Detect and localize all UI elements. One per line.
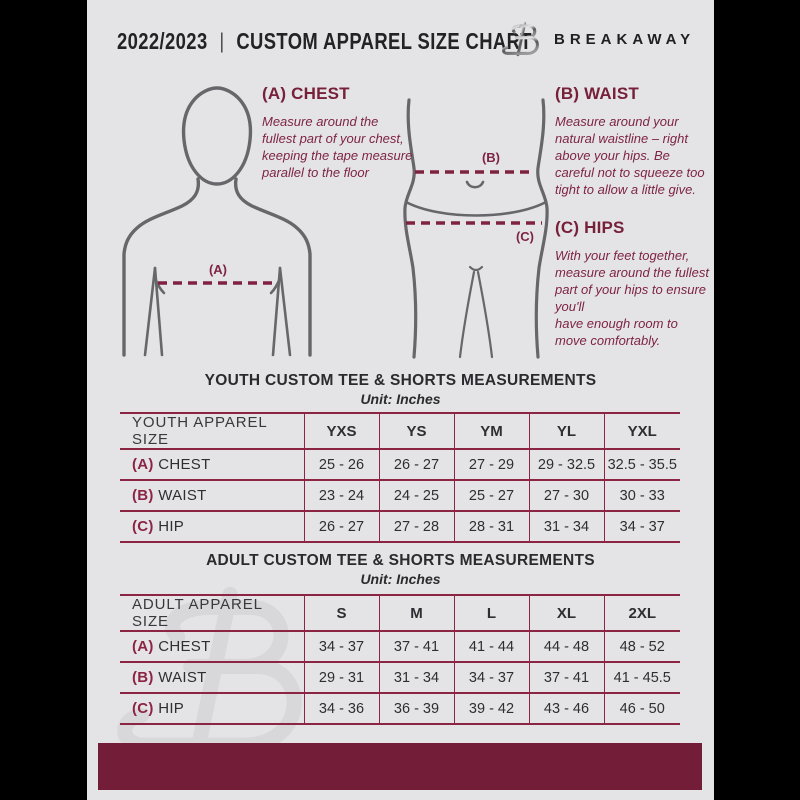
cell: 34 - 37 <box>304 631 379 662</box>
size-chart-page <box>87 0 714 800</box>
waist-hips-figure-illustration <box>390 98 562 360</box>
row-prefix: (A) <box>132 456 154 473</box>
figure-right-shoulder <box>236 179 310 355</box>
size-col-yxs: YXS <box>304 413 379 449</box>
hips-instructions <box>555 218 713 349</box>
hips-body-line1: With your feet together, measure around the fullest part of your hips to ensure you'll <box>555 248 709 314</box>
cell: 32.5 - 35.5 <box>604 449 680 480</box>
figure-left-inner-leg <box>460 272 474 357</box>
row-prefix: (C) <box>132 700 154 717</box>
cell: 27 - 28 <box>379 511 454 542</box>
cell: 28 - 31 <box>454 511 529 542</box>
size-col-s: S <box>304 595 379 631</box>
brand-name: BREAKAWAY <box>554 30 696 48</box>
table-row-chest <box>120 631 680 662</box>
cell: 37 - 41 <box>529 662 604 693</box>
figure-left-shoulder <box>124 179 198 355</box>
chest-instructions <box>262 84 414 181</box>
row-prefix: (B) <box>132 487 154 504</box>
table-row-hip <box>120 511 680 542</box>
figure-head <box>184 88 251 184</box>
row-prefix: (B) <box>132 669 154 686</box>
cell: 34 - 37 <box>604 511 680 542</box>
row-prefix: (A) <box>132 638 154 655</box>
cell: 34 - 36 <box>304 693 379 724</box>
cell: 23 - 24 <box>304 480 379 511</box>
row-label: HIP <box>158 518 185 535</box>
figure-right-side <box>536 100 547 357</box>
title-divider: | <box>219 29 225 53</box>
table-row-waist <box>120 662 680 693</box>
cell: 27 - 29 <box>454 449 529 480</box>
cell: 41 - 44 <box>454 631 529 662</box>
size-col-yl: YL <box>529 413 604 449</box>
row-prefix: (C) <box>132 518 154 535</box>
cell: 30 - 33 <box>604 480 680 511</box>
table-header-row <box>120 595 680 631</box>
row-label: HIP <box>158 700 185 717</box>
breakaway-b-logo-icon <box>501 16 543 62</box>
figure-right-arm-inner <box>280 268 290 355</box>
row-label: CHEST <box>158 456 211 473</box>
chest-body: Measure around the fullest part of your chest, keeping the tape measure parallel to the floor <box>262 114 413 180</box>
adult-section-title: ADULT CUSTOM TEE & SHORTS MEASUREMENTS <box>206 552 595 569</box>
size-col-ys: YS <box>379 413 454 449</box>
adult-size-table <box>120 594 680 725</box>
size-col-ym: YM <box>454 413 529 449</box>
brand-lockup <box>501 16 695 62</box>
waist-instructions <box>555 84 707 198</box>
table-row-hip <box>120 693 680 724</box>
waist-body: Measure around your natural waistline – right above your hips. Be careful not to squeeze too tight to allow a little give. <box>555 114 705 197</box>
cell: 25 - 26 <box>304 449 379 480</box>
size-col-yxl: YXL <box>604 413 680 449</box>
figure-right-inner-leg <box>478 272 492 357</box>
figure-navel <box>467 182 483 187</box>
hips-body <box>555 247 713 349</box>
youth-unit-label: Unit: Inches <box>360 391 441 407</box>
size-col-xl: XL <box>529 595 604 631</box>
figure-hip-curve <box>406 202 546 216</box>
row-label: CHEST <box>158 638 211 655</box>
adult-size-label: ADULT APPAREL SIZE <box>120 595 304 631</box>
cell: 41 - 45.5 <box>604 662 680 693</box>
hips-marker-label: (C) <box>515 229 535 244</box>
cell: 29 - 32.5 <box>529 449 604 480</box>
page-title <box>117 28 532 55</box>
youth-size-label: YOUTH APPAREL SIZE <box>120 413 304 449</box>
cell: 31 - 34 <box>379 662 454 693</box>
table-row-waist <box>120 480 680 511</box>
cell: 48 - 52 <box>604 631 680 662</box>
table-row-chest <box>120 449 680 480</box>
waist-heading: (B) WAIST <box>555 84 639 103</box>
size-col-l: L <box>454 595 529 631</box>
cell: 26 - 27 <box>379 449 454 480</box>
youth-size-table <box>120 412 680 543</box>
cell: 46 - 50 <box>604 693 680 724</box>
adult-unit-label: Unit: Inches <box>360 571 441 587</box>
cell: 24 - 25 <box>379 480 454 511</box>
title-year: 2022/2023 <box>117 28 208 54</box>
figure-left-arm-inner <box>145 268 155 355</box>
cell: 25 - 27 <box>454 480 529 511</box>
size-col-2xl: 2XL <box>604 595 680 631</box>
row-label: WAIST <box>158 487 207 504</box>
chest-heading: (A) CHEST <box>262 84 350 103</box>
cell: 37 - 41 <box>379 631 454 662</box>
youth-section-title: YOUTH CUSTOM TEE & SHORTS MEASUREMENTS <box>204 372 597 389</box>
chest-marker-label: (A) <box>208 262 228 277</box>
size-col-m: M <box>379 595 454 631</box>
cell: 44 - 48 <box>529 631 604 662</box>
hips-body-line2: have enough room to move comfortably. <box>555 316 678 348</box>
cell: 29 - 31 <box>304 662 379 693</box>
figure-crotch-curve <box>470 267 482 270</box>
cell: 39 - 42 <box>454 693 529 724</box>
hips-heading: (C) HIPS <box>555 218 625 237</box>
cell: 34 - 37 <box>454 662 529 693</box>
cell: 43 - 46 <box>529 693 604 724</box>
table-header-row <box>120 413 680 449</box>
title-text: CUSTOM APPAREL SIZE CHART <box>236 28 532 54</box>
cell: 36 - 39 <box>379 693 454 724</box>
footer-bar <box>98 743 702 790</box>
waist-marker-label: (B) <box>481 150 501 165</box>
cell: 31 - 34 <box>529 511 604 542</box>
row-label: WAIST <box>158 669 207 686</box>
cell: 27 - 30 <box>529 480 604 511</box>
cell: 26 - 27 <box>304 511 379 542</box>
